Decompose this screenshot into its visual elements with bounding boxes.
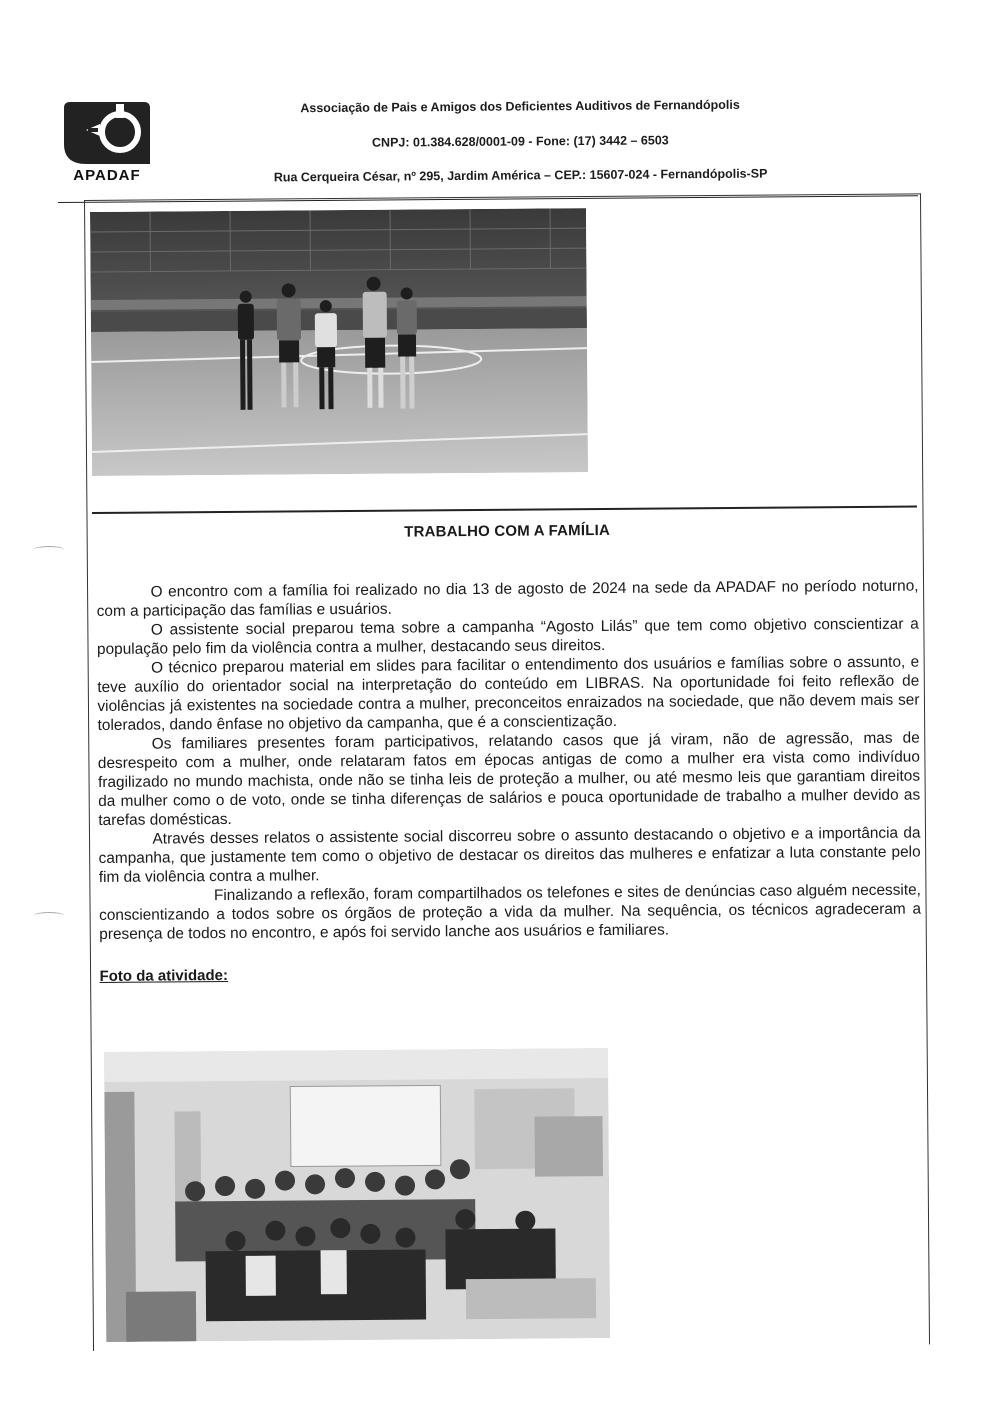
apadaf-logo-icon bbox=[62, 100, 152, 166]
organization-name: Associação de Pais e Amigos dos Deficientes Auditivos de Fernandópolis bbox=[300, 97, 740, 116]
apadaf-logo bbox=[62, 100, 152, 184]
section-content bbox=[96, 516, 922, 985]
section-title: TRABALHO COM A FAMÍLIA bbox=[404, 521, 611, 541]
logo-text: APADAF bbox=[73, 167, 141, 184]
activity-group-photo bbox=[104, 1048, 610, 1342]
paragraph: Os familiares presentes foram participativos, relatando casos que já viram, não de agressão, mas de desrespeito com a mulher, onde relataram fatos em épocas antigas de como a mulher era vista como indivíduo fragilizado no mundo machista, onde não se tinha leis de proteção a mulher, ou até mesmo leis que garantiam direitos da mulher como o de voto, onde se tinha diferenças de salários e pouca oportunidade de trabalho a mulher devido as tarefas domésticas. bbox=[97, 729, 921, 829]
address: Rua Cerqueira César, nº 295, Jardim América – CEP.: 15607-024 - Fernandópolis-SP bbox=[273, 166, 768, 185]
paragraph: O assistente social preparou tema sobre a campanha “Agosto Lilás” que tem como objetivo conscientizar a população pelo fim da violência contra a mulher, destacando seus direitos. bbox=[96, 615, 919, 658]
paragraph: O técnico preparou material em slides para facilitar o entendimento dos usuários e famílias sobre o assunto, e teve auxílio do orientador social na interpretação do conteúdo em LIBRAS. Na oportunidade foi feito reflexão de violências já existentes na sociedade contra a mulher, preconceitos enraizados na sociedade, que não devem mais ser tolerados, dando ênfase no objetivo da campanha, que é a conscientização. bbox=[97, 653, 920, 734]
cnpj-phone: CNPJ: 01.384.628/0001-09 - Fone: (17) 3442 – 6503 bbox=[371, 133, 669, 150]
scan-mark bbox=[34, 546, 64, 553]
paragraph: O encontro com a família foi realizado no dia 13 de agosto de 2024 na sede da APADAF no período noturno, com a participação das famílias e usuários. bbox=[96, 577, 919, 620]
letterhead bbox=[200, 93, 841, 185]
photo-caption: Foto da atividade: bbox=[99, 966, 228, 985]
paragraph: Finalizando a reflexão, foram compartilhados os telefones e sites de denúncias caso alguém necessite, conscientizando a todos sobre os órgãos de proteção a vida da mulher. Na sequência, os técnicos agradeceram a presença de todos no encontro, e após foi servido lanche aos usuários e familiares. bbox=[99, 881, 922, 943]
paragraph: Através desses relatos o assistente social discorreu sobre o assunto destacando o objetivo e a importância da campanha, que justamente tem como o objetivo de destacar os direitos das mulheres e enfatizar a luta constante pelo fim da violência contra a mulher. bbox=[98, 824, 921, 886]
sports-court-photo bbox=[90, 208, 588, 476]
scan-mark bbox=[34, 912, 64, 919]
